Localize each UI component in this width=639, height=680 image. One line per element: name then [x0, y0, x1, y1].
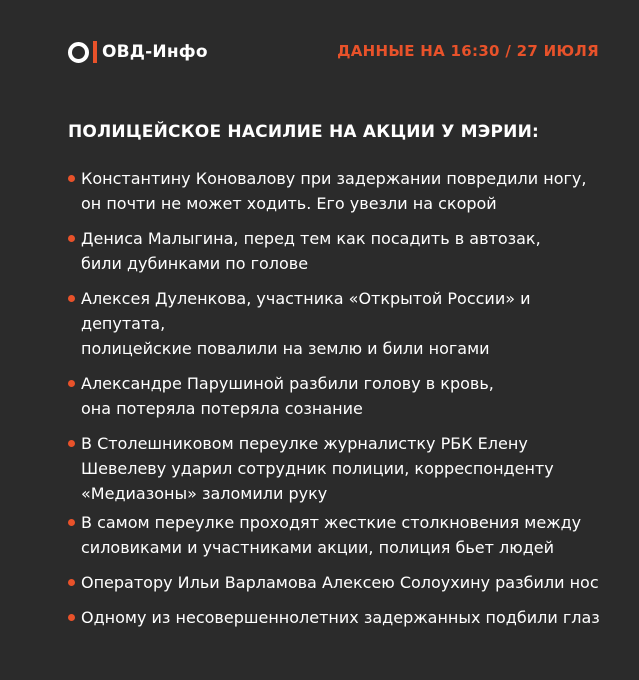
item-line: Шевелеву ударил сотрудник полиции, корреспонденту: [81, 459, 554, 478]
brand-name: ОВД-Инфо: [102, 42, 208, 62]
item-line: Александре Парушиной разбили голову в кровь,: [81, 374, 494, 393]
item-line: Дениса Малыгина, перед тем как посадить в автозак,: [81, 229, 541, 248]
date-label: ДАННЫЕ НА 16:30 / 27 ИЮЛЯ: [337, 42, 599, 60]
list-item: [68, 286, 608, 361]
bullet-icon: [68, 614, 75, 621]
item-line: В самом переулке проходят жесткие столкновения между: [81, 513, 582, 532]
list-item: [68, 605, 608, 630]
bullet-icon: [68, 440, 75, 447]
item-line: Оператору Ильи Варламова Алексею Солоухину разбили нос: [81, 573, 599, 592]
item-line: она потеряла потеряла сознание: [81, 399, 363, 418]
item-line: силовиками и участниками акции, полиция бьет людей: [81, 538, 555, 557]
item-line: В Столешниковом переулке журналистку РБК Елену: [81, 434, 528, 453]
list-item: [68, 226, 608, 276]
item-line: «Медиазоны» заломили руку: [81, 484, 328, 503]
item-line: били дубинками по голове: [81, 254, 309, 273]
logo-bar-icon: [93, 41, 97, 63]
list-item: [68, 371, 608, 421]
bullet-icon: [68, 235, 75, 242]
page-title: ПОЛИЦЕЙСКОЕ НАСИЛИЕ НА АКЦИИ У МЭРИИ:: [68, 122, 539, 142]
logo-ring-icon: [68, 42, 89, 63]
list-item: [68, 510, 608, 560]
incident-list: [68, 166, 608, 640]
bullet-icon: [68, 295, 75, 302]
bullet-icon: [68, 519, 75, 526]
item-line: полицейские повалили на землю и били ногами: [81, 339, 490, 358]
bullet-icon: [68, 579, 75, 586]
list-item: [68, 166, 608, 216]
item-line: Одному из несовершеннолетних задержанных подбили глаз: [81, 608, 600, 627]
item-line: Алексея Дуленкова, участника «Открытой России» и депутата,: [81, 289, 531, 333]
list-item: [68, 570, 608, 595]
item-line: он почти не может ходить. Его увезли на скорой: [81, 194, 497, 213]
bullet-icon: [68, 380, 75, 387]
list-item: [68, 431, 608, 506]
item-line: Константину Коновалову при задержании повредили ногу,: [81, 169, 587, 188]
bullet-icon: [68, 175, 75, 182]
brand-logo: [68, 41, 208, 63]
